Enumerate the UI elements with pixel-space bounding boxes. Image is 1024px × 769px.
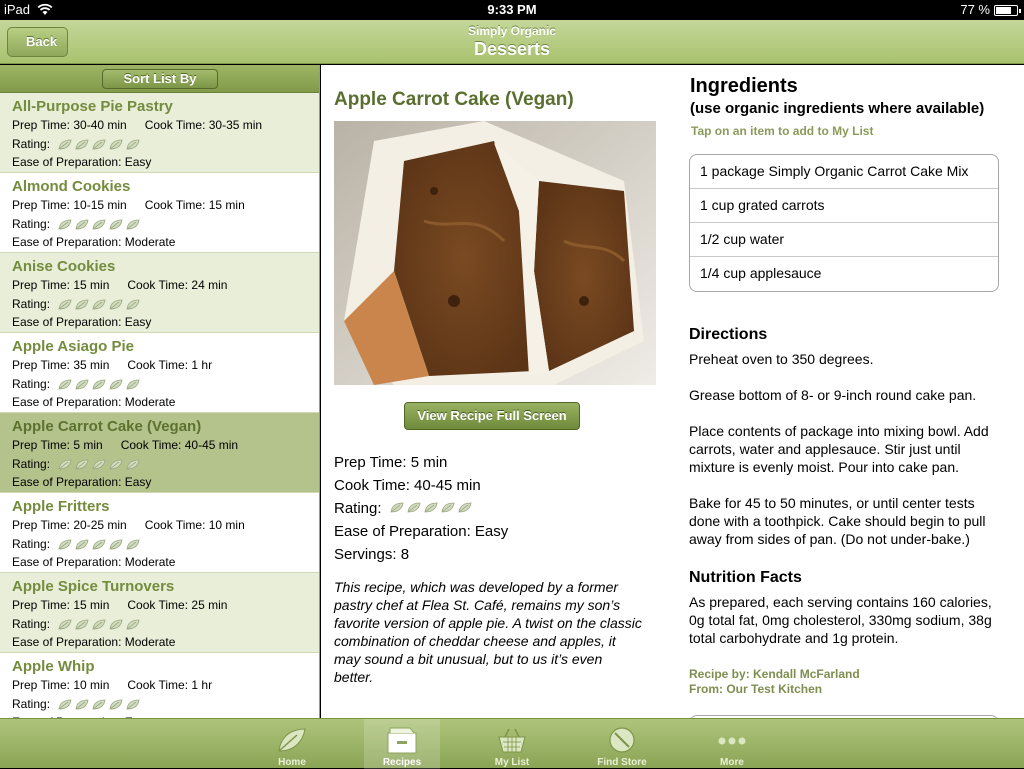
cook-time: Cook Time: 1 hr — [127, 678, 213, 692]
ease-of-preparation: Ease of Preparation: Moderate — [12, 635, 176, 649]
rating-leaf-icon — [58, 139, 72, 150]
tab-label: My List — [494, 757, 530, 768]
rating-row — [334, 500, 508, 523]
status-bar — [0, 0, 1024, 20]
cook-time: Cook Time: 25 min — [127, 598, 228, 612]
recipe-by: Recipe by: Kendall McFarland — [689, 667, 860, 681]
rating-leaf-icon — [390, 502, 404, 513]
rating-leaf-icon — [58, 619, 72, 630]
rating-leaf-icon — [92, 699, 106, 710]
recipe-title: Apple Carrot Cake (Vegan) — [334, 89, 574, 110]
rating-leaf-icon — [92, 299, 106, 310]
rating-leaf-icon — [75, 539, 89, 550]
clock: 9:33 PM — [487, 2, 537, 17]
recipe-facts — [334, 454, 508, 569]
rating-leaf-icon — [126, 619, 140, 630]
prep-time: Prep Time: 5 min — [334, 454, 448, 471]
recipe-list-item[interactable] — [0, 493, 319, 573]
recipe-box-icon — [385, 725, 419, 755]
rating-leaf-icon — [75, 699, 89, 710]
recipe-credit — [689, 667, 860, 697]
rating-label: Rating: — [12, 457, 51, 471]
recipe-name: Apple Spice Turnovers — [12, 578, 175, 595]
sort-bar — [0, 65, 319, 93]
rating-leaf-icon — [109, 699, 123, 710]
recipe-times — [12, 278, 307, 293]
rating-label: Rating: — [12, 697, 51, 711]
rating-row — [12, 537, 307, 552]
recipe-list-item[interactable] — [0, 333, 319, 413]
rating-leaf-icon — [126, 539, 140, 550]
rating-leaf-icon — [407, 502, 421, 513]
recipe-list-item[interactable] — [0, 173, 319, 253]
tab-label: More — [720, 757, 744, 768]
rating-row — [12, 377, 307, 392]
cook-time: Cook Time: 30-35 min — [144, 118, 263, 132]
cook-time: Cook Time: 15 min — [144, 198, 245, 212]
recipe-times — [12, 598, 307, 613]
rating-row — [12, 697, 307, 712]
rating-leaf-icon — [92, 619, 106, 630]
ease-of-preparation: Ease of Preparation: Easy — [12, 475, 152, 489]
rating-leaf-icon — [75, 299, 89, 310]
rating-leaf-icon — [126, 699, 140, 710]
tab-label: Home — [278, 757, 306, 768]
tap-hint: Tap on an item to add to My List — [691, 124, 874, 138]
battery-icon — [994, 5, 1018, 16]
recipe-detail-pane — [321, 65, 681, 718]
prep-time: Prep Time: 15 min — [12, 278, 110, 292]
rating-leaf-icon — [109, 379, 123, 390]
rating-leaf-icon — [458, 502, 472, 513]
ease-of-preparation: Ease of Preparation: Moderate — [12, 235, 176, 249]
direction-step: Place contents of package into mixing bowl. Add carrots, water and applesauce. Stir just until mixture is evenly moist. Pour into cake pan. — [689, 423, 989, 475]
rating-leaf-icon — [58, 459, 72, 470]
recipe-description: This recipe, which was developed by a former pastry chef at Flea St. Café, remains my son’s favorite version of apple pie. A twist on the classic combination of cheddar cheese and apples, it may sound a bit unusual, but to us it’s even better. — [334, 579, 642, 685]
tab-my-list[interactable] — [474, 719, 550, 769]
organic-note: (use organic ingredients where available) — [690, 100, 985, 117]
recipe-name: Almond Cookies — [12, 178, 131, 195]
rating-label: Rating: — [12, 537, 51, 551]
direction-step: Preheat oven to 350 degrees. — [689, 351, 874, 367]
rating-label: Rating: — [12, 217, 51, 231]
ease-of-preparation: Ease of Preparation: Moderate — [12, 555, 176, 569]
rating-leaves — [390, 502, 472, 513]
rating-leaf-icon — [92, 539, 106, 550]
rating-leaf-icon — [58, 539, 72, 550]
nutrition-facts: As prepared, each serving contains 160 calories, 0g total fat, 0mg cholesterol, 330mg sodium, 38g total carbohydrate and 1g protein. — [689, 594, 992, 646]
nav-title-block — [0, 20, 1024, 60]
rating-row — [12, 297, 307, 312]
rating-label: Rating: — [12, 297, 51, 311]
leaf-icon — [275, 725, 309, 755]
ease-of-preparation: Ease of Preparation: Easy — [12, 155, 152, 169]
recipe-times — [12, 438, 307, 453]
compass-icon — [605, 725, 639, 755]
rating-row — [12, 137, 307, 152]
rating-leaf-icon — [109, 139, 123, 150]
prep-time: Prep Time: 5 min — [12, 438, 103, 452]
recipe-list-item[interactable] — [0, 413, 319, 493]
nav-subtitle: Simply Organic — [467, 24, 557, 38]
recipe-source: From: Our Test Kitchen — [689, 682, 823, 696]
rating-label: Rating: — [334, 500, 382, 517]
prep-time: Prep Time: 15 min — [12, 598, 110, 612]
rating-leaf-icon — [126, 299, 140, 310]
rating-leaf-icon — [126, 219, 140, 230]
tab-label: Find Store — [597, 757, 647, 768]
rating-leaves — [58, 459, 140, 470]
page-title: Desserts — [473, 39, 551, 59]
rating-leaf-icon — [58, 299, 72, 310]
recipe-times — [12, 358, 307, 373]
rating-leaf-icon — [75, 619, 89, 630]
recipe-name: All-Purpose Pie Pastry — [12, 98, 173, 115]
direction-step: Bake for 45 to 50 minutes, or until center tests done with a toothpick. Cake should begin to pull away from sides of pan. (Do not under-bake.) — [689, 495, 986, 547]
rating-leaf-icon — [126, 139, 140, 150]
rating-leaf-icon — [75, 379, 89, 390]
prep-time: Prep Time: 20-25 min — [12, 518, 127, 532]
recipe-times — [12, 678, 307, 693]
navigation-bar — [0, 20, 1024, 64]
rating-leaf-icon — [109, 619, 123, 630]
rating-leaves — [58, 379, 140, 390]
rating-label: Rating: — [12, 377, 51, 391]
ingredient-item[interactable]: 1/4 cup applesauce — [700, 265, 822, 281]
rating-leaf-icon — [424, 502, 438, 513]
cook-time: Cook Time: 10 min — [144, 518, 245, 532]
tab-bar — [0, 718, 1024, 768]
rating-leaf-icon — [75, 459, 89, 470]
back-button[interactable]: Back — [7, 27, 68, 57]
tab-more[interactable] — [694, 719, 770, 769]
more-dots-icon — [715, 725, 749, 755]
nutrition-heading: Nutrition Facts — [689, 569, 802, 586]
rating-label: Rating: — [12, 617, 51, 631]
recipe-list-item[interactable] — [0, 93, 319, 173]
rating-leaf-icon — [126, 379, 140, 390]
rating-leaf-icon — [58, 379, 72, 390]
recipe-name: Apple Whip — [12, 658, 95, 675]
recipe-name: Apple Carrot Cake (Vegan) — [12, 418, 202, 435]
rating-row — [12, 617, 307, 632]
basket-icon — [495, 725, 529, 755]
ingredient-list — [689, 154, 999, 292]
recipe-name: Apple Fritters — [12, 498, 110, 515]
ingredient-item[interactable]: 1 package Simply Organic Carrot Cake Mix — [690, 155, 998, 189]
tab-recipes[interactable] — [364, 719, 440, 769]
recipe-times — [12, 118, 307, 133]
ease-of-preparation: Ease of Preparation: Easy — [334, 523, 509, 540]
rating-leaves — [58, 619, 140, 630]
recipe-name: Anise Cookies — [12, 258, 116, 275]
recipe-list-item[interactable] — [0, 253, 319, 333]
ingredients-pane — [681, 65, 1024, 718]
tab-home[interactable] — [254, 719, 330, 769]
rating-row — [12, 217, 307, 232]
direction-step: Grease bottom of 8- or 9-inch round cake pan. — [689, 387, 977, 403]
rating-leaf-icon — [58, 699, 72, 710]
cook-time: Cook Time: 40-45 min — [120, 438, 239, 452]
rating-leaf-icon — [92, 139, 106, 150]
recipe-times — [12, 518, 307, 533]
ease-of-preparation: Ease of Preparation: Easy — [12, 315, 152, 329]
rating-leaf-icon — [441, 502, 455, 513]
rating-leaf-icon — [58, 219, 72, 230]
rating-leaf-icon — [126, 459, 140, 470]
rating-leaves — [58, 699, 140, 710]
rating-label: Rating: — [12, 137, 51, 151]
recipe-name: Apple Asiago Pie — [12, 338, 134, 355]
cook-time: Cook Time: 1 hr — [127, 358, 213, 372]
rating-leaves — [58, 139, 140, 150]
directions-heading: Directions — [689, 326, 768, 343]
tab-find-store[interactable] — [584, 719, 660, 769]
prep-time: Prep Time: 10 min — [12, 678, 110, 692]
rating-leaf-icon — [92, 459, 106, 470]
prep-time: Prep Time: 35 min — [12, 358, 110, 372]
rating-leaves — [58, 539, 140, 550]
rating-leaf-icon — [109, 459, 123, 470]
carrier-label: iPad — [4, 2, 31, 17]
rating-row — [12, 457, 307, 472]
recipe-list — [0, 93, 319, 733]
prep-time: Prep Time: 30-40 min — [12, 118, 127, 132]
rating-leaf-icon — [109, 299, 123, 310]
view-full-screen-button[interactable]: View Recipe Full Screen — [404, 402, 580, 430]
rating-leaf-icon — [109, 219, 123, 230]
rating-leaf-icon — [92, 219, 106, 230]
rating-leaf-icon — [75, 219, 89, 230]
sort-list-button[interactable]: Sort List By — [102, 69, 218, 89]
cook-time: Cook Time: 24 min — [127, 278, 228, 292]
ingredients-heading: Ingredients — [690, 75, 798, 97]
rating-leaf-icon — [75, 139, 89, 150]
ease-of-preparation: Ease of Preparation: Moderate — [12, 395, 176, 409]
recipe-list-pane — [0, 65, 320, 718]
battery-percent: 77 % — [960, 2, 990, 17]
rating-leaf-icon — [109, 539, 123, 550]
rating-leaves — [58, 299, 140, 310]
ingredient-item[interactable]: 1/2 cup water — [690, 223, 998, 257]
prep-time: Prep Time: 10-15 min — [12, 198, 127, 212]
servings: Servings: 8 — [334, 546, 410, 563]
recipe-photo — [334, 121, 656, 385]
rating-leaves — [58, 219, 140, 230]
recipe-times — [12, 198, 307, 213]
tab-label: Recipes — [382, 757, 422, 768]
cook-time: Cook Time: 40-45 min — [334, 477, 481, 494]
ingredient-item[interactable]: 1 cup grated carrots — [690, 189, 998, 223]
rating-leaf-icon — [92, 379, 106, 390]
recipe-list-item[interactable] — [0, 573, 319, 653]
